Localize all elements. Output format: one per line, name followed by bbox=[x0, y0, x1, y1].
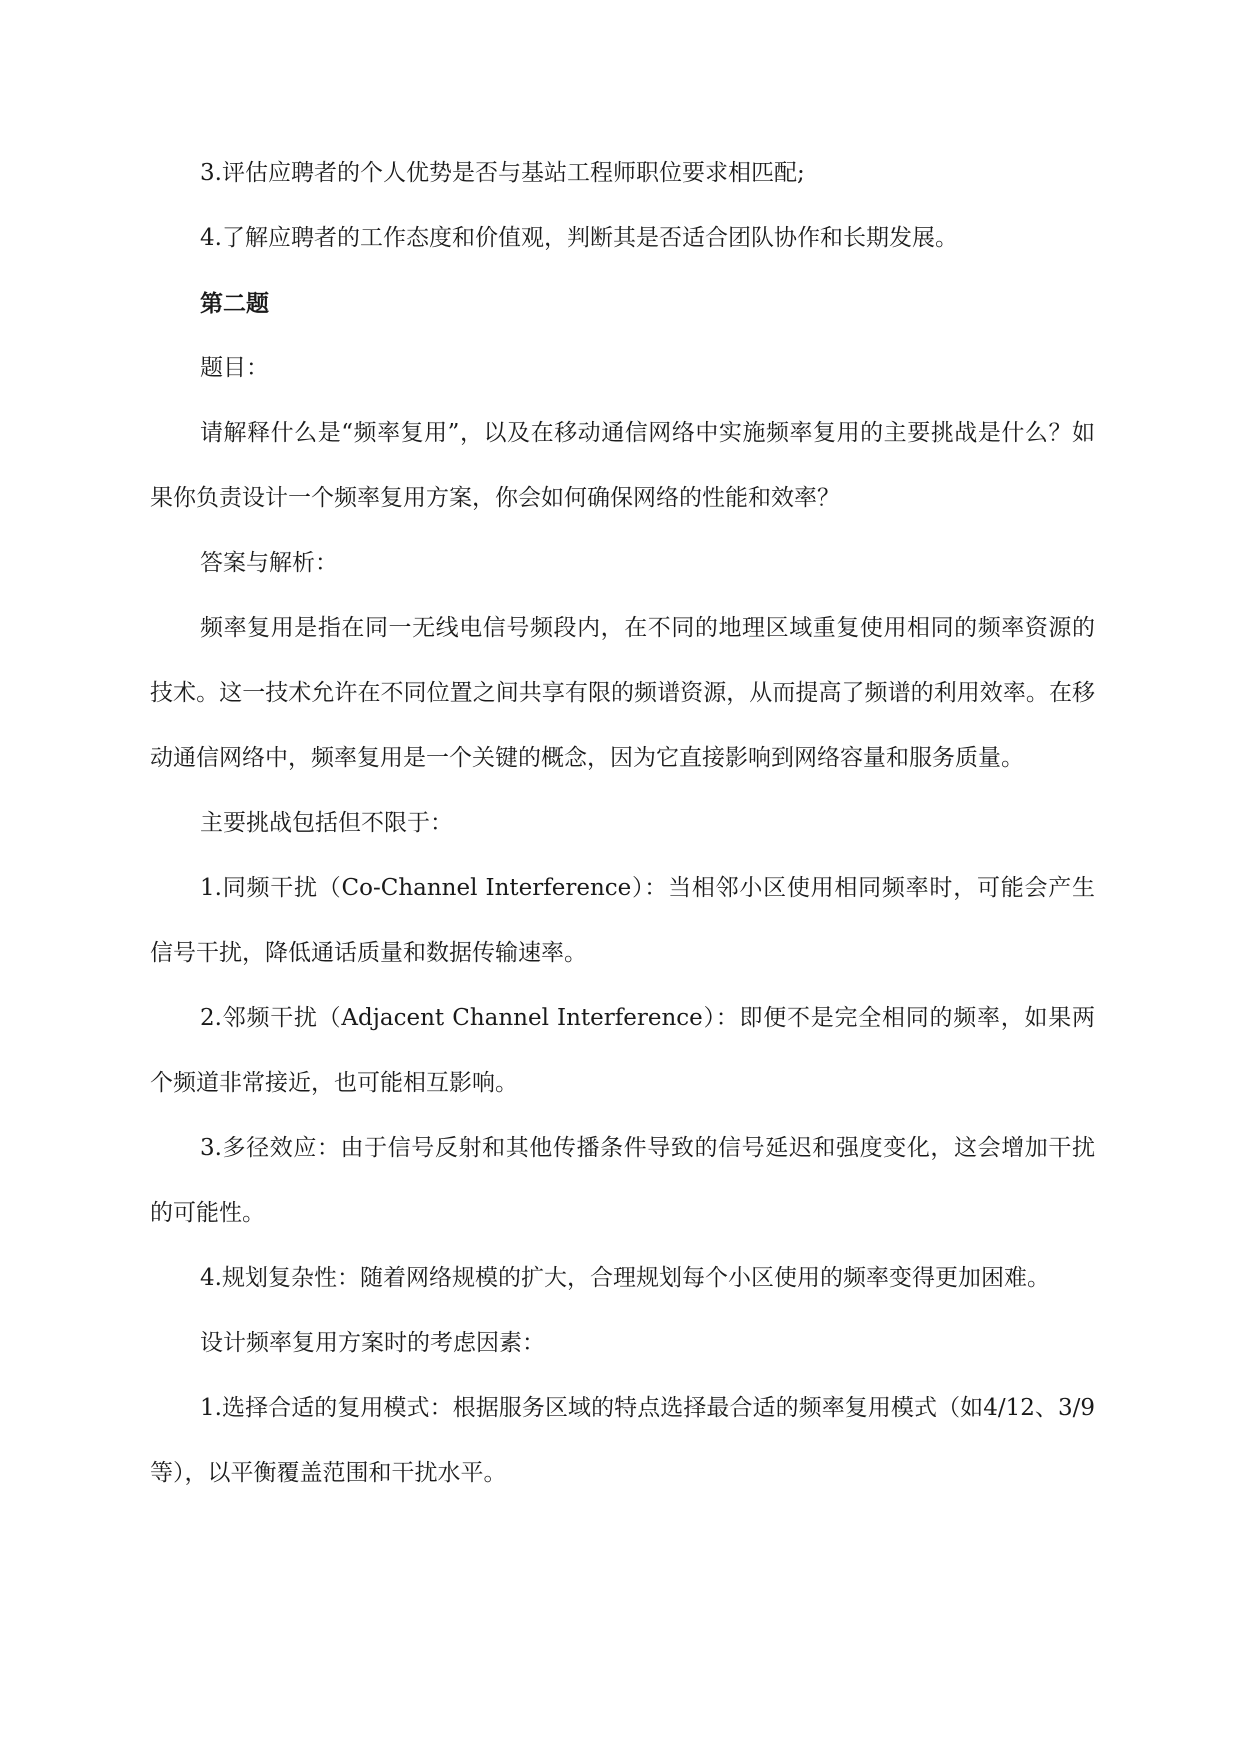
paragraph-point-4: 4.了解应聘者的工作态度和价值观，判断其是否适合团队协作和长期发展。 bbox=[200, 225, 958, 251]
challenge-co-channel: 1.同频干扰（Co-Channel Interference）：当相邻小区使用相同频率时，可能会产生信号干扰，降低通话质量和数据传输速率。 bbox=[150, 875, 1095, 966]
section-heading: 第二题 bbox=[200, 290, 269, 317]
challenges-intro: 主要挑战包括但不限于： bbox=[200, 810, 453, 836]
design-factor-reuse-pattern: 1.选择合适的复用模式：根据服务区域的特点选择最合适的频率复用模式（如4/12、3/9等），以平衡覆盖范围和干扰水平。 bbox=[150, 1395, 1095, 1486]
challenge-multipath: 3.多径效应：由于信号反射和其他传播条件导致的信号延迟和强度变化，这会增加干扰的可能性。 bbox=[150, 1135, 1095, 1226]
design-factors-intro: 设计频率复用方案时的考虑因素： bbox=[200, 1330, 545, 1356]
question-label: 题目： bbox=[200, 355, 269, 381]
document-body bbox=[150, 141, 1095, 1506]
challenge-planning: 4.规划复杂性：随着网络规模的扩大，合理规划每个小区使用的频率变得更加困难。 bbox=[200, 1265, 1050, 1291]
challenge-adjacent-channel: 2.邻频干扰（Adjacent Channel Interference）：即便不是完全相同的频率，如果两个频道非常接近，也可能相互影响。 bbox=[150, 1005, 1095, 1096]
answer-definition: 频率复用是指在同一无线电信号频段内，在不同的地理区域重复使用相同的频率资源的技术。这一技术允许在不同位置之间共享有限的频谱资源，从而提高了频谱的利用效率。在移动通信网络中，频率复用是一个关键的概念，因为它直接影响到网络容量和服务质量。 bbox=[150, 615, 1095, 771]
paragraph-point-3: 3.评估应聘者的个人优势是否与基站工程师职位要求相匹配; bbox=[200, 160, 805, 186]
question-text: 请解释什么是“频率复用”，以及在移动通信网络中实施频率复用的主要挑战是什么？如果你负责设计一个频率复用方案，你会如何确保网络的性能和效率？ bbox=[150, 420, 1095, 511]
answer-label: 答案与解析： bbox=[200, 550, 338, 576]
